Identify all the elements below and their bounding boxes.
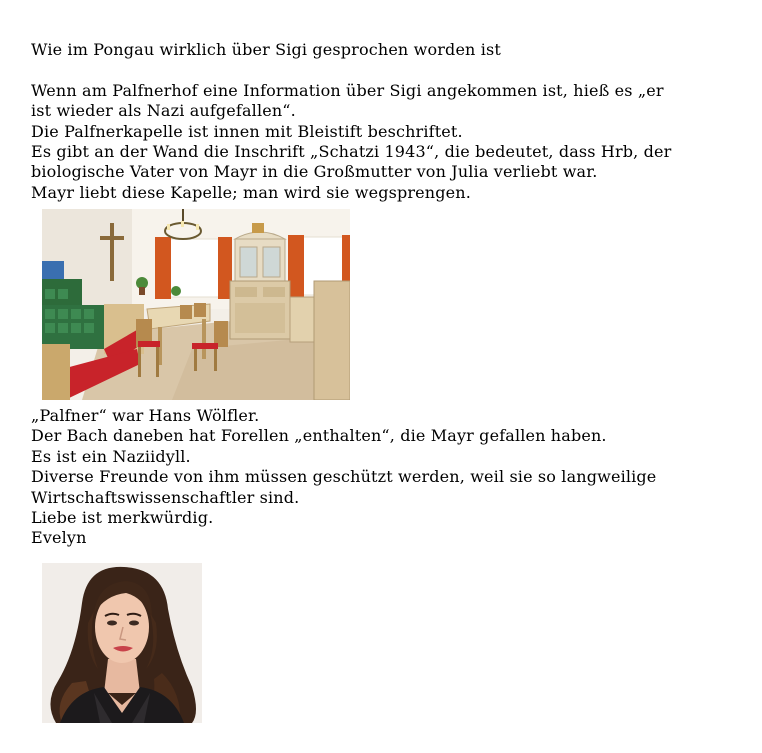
document-title: Wie im Pongau wirklich über Sigi gesprochen worden ist bbox=[31, 40, 501, 59]
paragraph-line: Mayr liebt diese Kapelle; man wird sie wegsprengen. bbox=[31, 182, 471, 202]
paragraph-line: Liebe ist merkwürdig. bbox=[31, 508, 214, 528]
document-body bbox=[31, 40, 731, 203]
paragraph-line: Es ist ein Naziidyll. bbox=[31, 446, 191, 466]
signature-name: Evelyn bbox=[31, 528, 87, 548]
document-body-continued bbox=[31, 406, 656, 549]
paragraph-line: Die Palfnerkapelle ist innen mit Bleistift beschriftet. bbox=[31, 121, 463, 141]
paragraph-line: Wenn am Palfnerhof eine Information über Sigi angekommen ist, hieß es „er bbox=[31, 80, 664, 100]
paragraph-line: ist wieder als Nazi aufgefallen“. bbox=[31, 101, 296, 121]
woman-portrait-photo bbox=[42, 563, 202, 723]
paragraph-line: biologische Vater von Mayr in die Großmutter von Julia verliebt war. bbox=[31, 162, 598, 182]
paragraph-line: Wirtschaftswissenschaftler sind. bbox=[31, 487, 300, 507]
paragraph-line: Der Bach daneben hat Forellen „enthalten“, die Mayr gefallen haben. bbox=[31, 426, 607, 446]
paragraph-line: Diverse Freunde von ihm müssen geschützt werden, weil sie so langweilige bbox=[31, 467, 657, 487]
paragraph-line: „Palfner“ war Hans Wölfler. bbox=[31, 406, 260, 425]
blank-line bbox=[31, 60, 731, 80]
dining-room-photo bbox=[42, 209, 350, 400]
paragraph-line: Es gibt an der Wand die Inschrift „Schatzi 1943“, die bedeutet, dass Hrb, der bbox=[31, 142, 672, 162]
